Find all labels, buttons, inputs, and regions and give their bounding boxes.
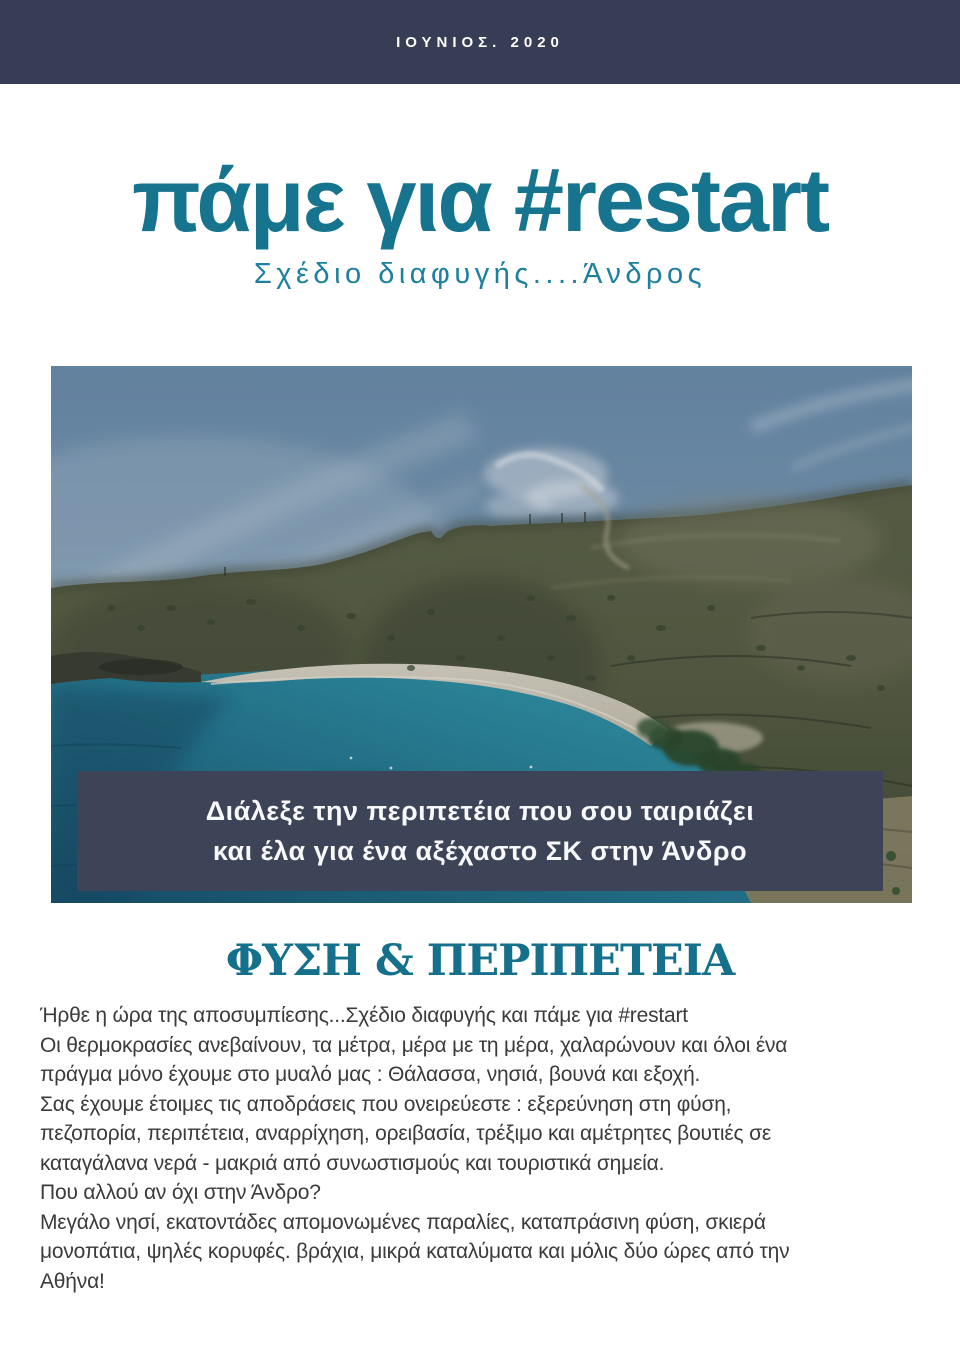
body-copy [40,1001,920,1296]
page-subtitle: Σχέδιο διαφυγής....Άνδρος [253,258,707,290]
hero-photo [51,366,912,903]
body-text-line: πεζοπορία, περιπέτεια, αναρρίχηση, ορειβασία, τρέξιμο και αμέτρητες βουτιές σε [40,1122,772,1145]
issue-date-bar [0,0,960,84]
hero-caption-line1: Διάλεξε την περιπετέια που σου ταιριάζει [205,796,755,826]
page-title: πάμε για #restart [131,151,829,251]
hero-caption-line2: και έλα για ένα αξέχαστο ΣΚ στην Άνδρο [212,836,748,866]
body-text-line: πράγμα μόνο έχουμε στο μυαλό μας : Θάλασσα, νησιά, βουνά και εξοχή. [40,1063,701,1086]
body-text-line: Ήρθε η ώρα της αποσυμπίεσης...Σχέδιο διαφυγής και πάμε για #restart [40,1004,688,1027]
body-text-line: μονοπάτια, ψηλές κορυφές. βράχια, μικρά καταλύματα και μόλις δύο ώρες από την [40,1240,790,1263]
body-text-line: Σας έχουμε έτοιμες τις αποδράσεις που ονειρεύεστε : εξερεύνηση στη φύση, [40,1092,732,1116]
body-text-line: Που αλλού αν όχι στην Άνδρο? [40,1181,321,1204]
issue-date: ΙΟΥΝΙΟΣ. 2020 [396,33,564,51]
body-text-line: Αθήνα! [40,1269,105,1293]
body-text-line: Μεγάλο νησί, εκατοντάδες απομονωμένες παραλίες, καταπράσινη φύση, σκιερά [40,1210,766,1234]
hero-caption [77,771,883,891]
body-text-line: Οι θερμοκρασίες ανεβαίνουν, τα μέτρα, μέρα με τη μέρα, χαλαρώνουν και όλοι ένα [40,1033,788,1057]
section-heading: ΦΥΣΗ & ΠΕΡΙΠΕΤΕΙΑ [225,936,735,986]
body-text-line: καταγάλανα νερά - μακριά από συνωστισμούς και τουριστικά σημεία. [40,1151,665,1175]
